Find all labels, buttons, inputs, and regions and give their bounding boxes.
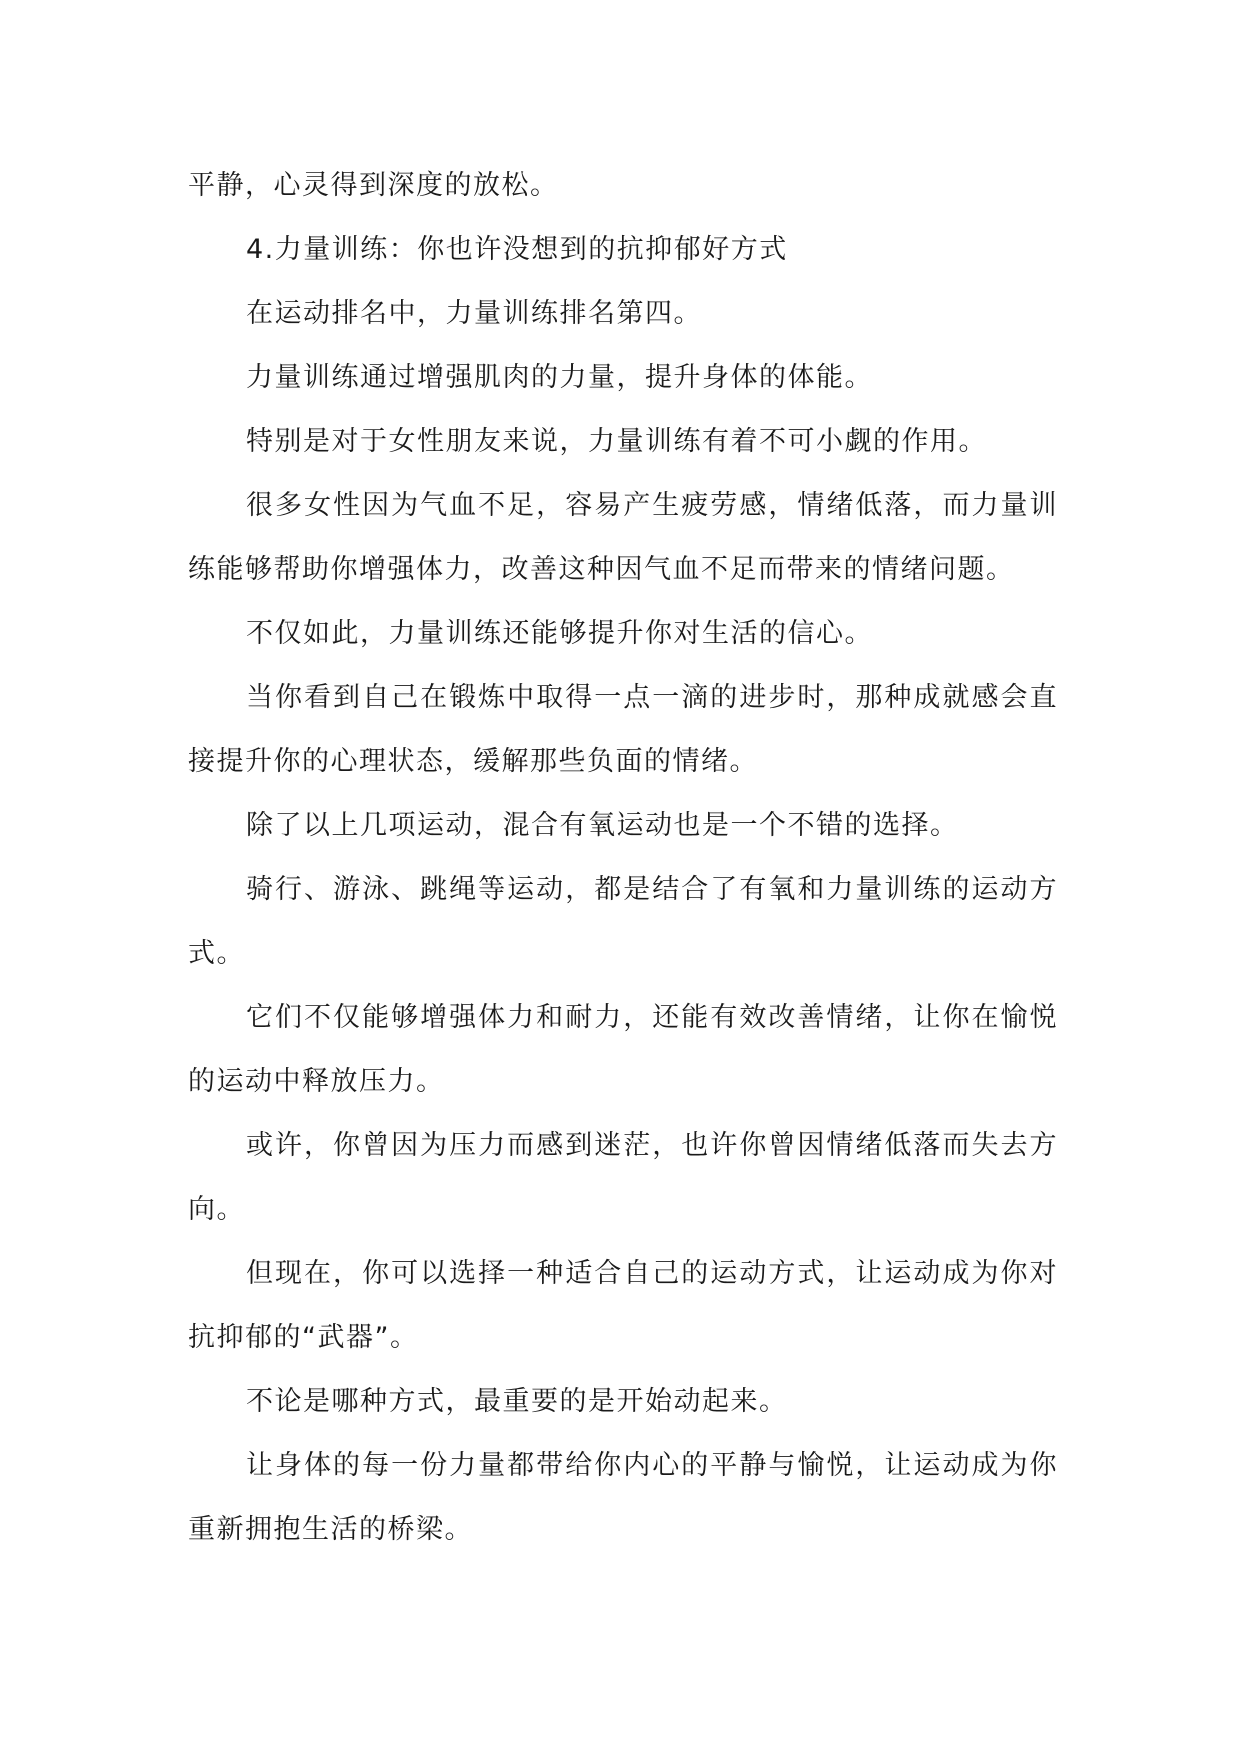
paragraph-10: 骑行、游泳、跳绳等运动，都是结合了有氧和力量训练的运动方式。 bbox=[188, 874, 1058, 969]
paragraph-14: 不论是哪种方式，最重要的是开始动起来。 bbox=[246, 1386, 788, 1417]
paragraph-4: 力量训练通过增强肌肉的力量，提升身体的体能。 bbox=[246, 362, 873, 393]
paragraph-11: 它们不仅能够增强体力和耐力，还能有效改善情绪，让你在愉悦的运动中释放压力。 bbox=[188, 1002, 1058, 1097]
paragraph-8: 当你看到自己在锻炼中取得一点一滴的进步时，那种成就感会直接提升你的心理状态，缓解那些负面的情绪。 bbox=[188, 682, 1058, 777]
paragraph-6: 很多女性因为气血不足，容易产生疲劳感，情绪低落，而力量训练能够帮助你增强体力，改善这种因气血不足而带来的情绪问题。 bbox=[188, 490, 1058, 585]
paragraph-9: 除了以上几项运动，混合有氧运动也是一个不错的选择。 bbox=[246, 810, 959, 841]
paragraph-5: 特别是对于女性朋友来说，力量训练有着不可小觑的作用。 bbox=[246, 426, 987, 457]
paragraph-12: 或许，你曾因为压力而感到迷茫，也许你曾因情绪低落而失去方向。 bbox=[188, 1130, 1058, 1225]
paragraph-13: 但现在，你可以选择一种适合自己的运动方式，让运动成为你对抗抑郁的“武器”。 bbox=[188, 1258, 1058, 1353]
document-body bbox=[188, 154, 1058, 1562]
paragraph-7: 不仅如此，力量训练还能够提升你对生活的信心。 bbox=[246, 618, 873, 649]
section-heading-strength-training: 4.力量训练：你也许没想到的抗抑郁好方式 bbox=[246, 234, 788, 265]
paragraph-3: 在运动排名中，力量训练排名第四。 bbox=[246, 298, 702, 329]
paragraph-1: 平静，心灵得到深度的放松。 bbox=[188, 170, 559, 201]
paragraph-15: 让身体的每一份力量都带给你内心的平静与愉悦，让运动成为你重新拥抱生活的桥梁。 bbox=[188, 1450, 1058, 1545]
